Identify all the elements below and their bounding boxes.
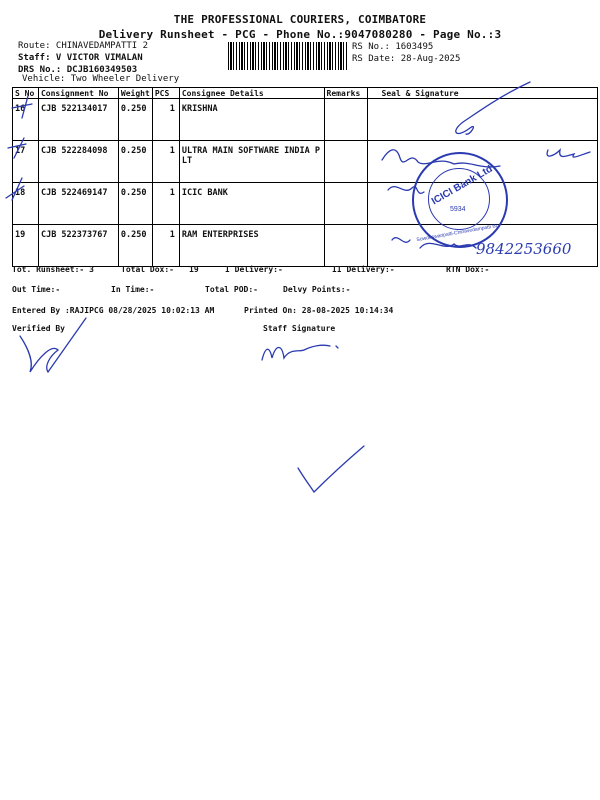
col-header-pcs: PCS: [152, 88, 179, 99]
stamp-branch: Sowdeswaripatti-Chinavedampatti Br.: [416, 222, 499, 244]
cell-consignee: ULTRA MAIN SOFTWARE INDIA P LT: [179, 141, 324, 183]
rs-no-text: RS No.: 1603495: [352, 42, 434, 52]
i-delivery-label: I Delivery:-: [225, 265, 283, 274]
cell-weight: 0.250: [118, 141, 152, 183]
in-time-label: In Time:-: [111, 285, 155, 294]
cell-pcs: 1: [152, 141, 179, 183]
handwritten-phone: 9842253660: [476, 240, 572, 258]
verified-by-label: Verified By: [12, 324, 65, 333]
check-mark: [298, 446, 364, 492]
cell-pcs: 1: [152, 183, 179, 225]
col-header-sno: S No: [13, 88, 39, 99]
cell-consignment: CJB 522134017: [38, 99, 118, 141]
total-pod-label: Total POD:-: [205, 285, 258, 294]
cell-consignee: RAM ENTERPRISES: [179, 225, 324, 267]
entered-by-text: Entered By :RAJIPCG 08/28/2025 10:02:13 AM: [12, 306, 215, 315]
col-header-remarks: Remarks: [324, 88, 367, 99]
cell-sno: 19: [13, 225, 39, 267]
col-header-seal: Seal & Signature: [367, 88, 597, 99]
runsheet-title: Delivery Runsheet - PCG - Phone No.:9047080280 - Page No.:3: [98, 28, 502, 41]
tick-mark-row17: [8, 138, 26, 158]
tot-runsheet-text: Tot. Runsheet:- 3: [12, 265, 94, 274]
total-dox-label: Total Dox:-: [121, 265, 174, 274]
cell-pcs: 1: [152, 99, 179, 141]
staff-text: Staff: V VICTOR VIMALAN: [18, 53, 143, 63]
bank-seal-stamp: [412, 152, 508, 248]
cell-consignment: CJB 522373767: [38, 225, 118, 267]
out-time-label: Out Time:-: [12, 285, 61, 294]
cell-weight: 0.250: [118, 183, 152, 225]
cell-consignee: ICIC BANK: [179, 183, 324, 225]
cell-pcs: 1: [152, 225, 179, 267]
printed-on-text: Printed On: 28-08-2025 10:14:34: [244, 306, 394, 315]
cell-sno: 17: [13, 141, 39, 183]
col-header-weight: Weight: [118, 88, 152, 99]
route-text: Route: CHINAVEDAMPATTI 2: [18, 41, 149, 51]
cell-consignment: CJB 522469147: [38, 183, 118, 225]
drs-text: DRS No.: DCJB160349503: [18, 65, 138, 75]
company-title: THE PROFESSIONAL COURIERS, COIMBATORE: [173, 13, 427, 26]
cell-sno: 18: [13, 183, 39, 225]
signature-row17-right: [547, 150, 590, 157]
total-dox-value: 19: [189, 265, 199, 274]
cell-consignment: CJB 522284098: [38, 141, 118, 183]
vehicle-text: Vehicle: Two Wheeler Delivery: [22, 74, 180, 84]
rs-date-text: RS Date: 28-Aug-2025: [352, 54, 461, 64]
signature-row16: [456, 82, 530, 134]
col-header-consignment: Consignment No: [38, 88, 118, 99]
cell-consignee: KRISHNA: [179, 99, 324, 141]
stamp-code: 5934: [450, 206, 466, 213]
cell-sno: 16: [13, 99, 39, 141]
rtn-dox-label: RTN Dox:-: [446, 265, 490, 274]
cell-weight: 0.250: [118, 99, 152, 141]
tick-mark-row16: [12, 96, 32, 118]
stamp-bank-name: ICICI Bank Ltd: [429, 163, 495, 208]
col-header-consignee: Consignee Details: [179, 88, 324, 99]
verified-by-signature: [20, 318, 86, 372]
staff-signature-label: Staff Signature: [263, 324, 336, 333]
staff-signature: [262, 345, 338, 360]
ii-delivery-label: II Delivery:-: [332, 265, 395, 274]
cell-weight: 0.250: [118, 225, 152, 267]
delvy-points-label: Delvy Points:-: [283, 285, 351, 294]
tick-mark-row18: [6, 178, 24, 200]
